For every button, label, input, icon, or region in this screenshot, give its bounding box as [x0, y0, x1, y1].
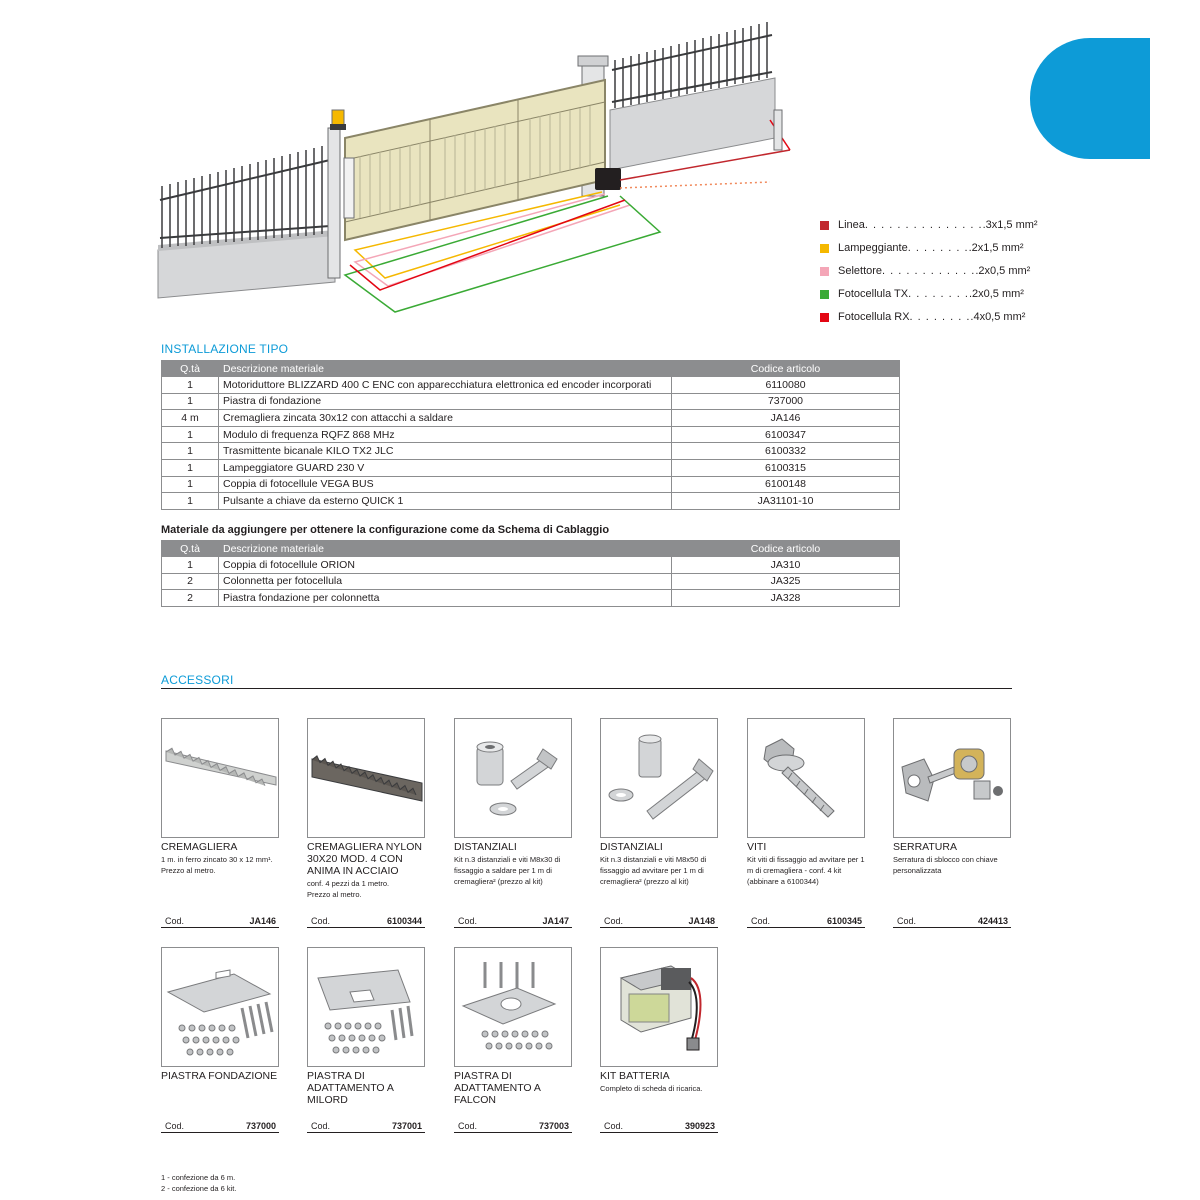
legend-swatch	[820, 267, 829, 276]
accessory-card	[307, 718, 425, 926]
cell-code: JA31101-10	[672, 493, 900, 510]
accessory-card	[454, 718, 572, 926]
legend-value: .2x0,5 mm²	[968, 288, 1024, 300]
plate-milord-image	[307, 947, 425, 1067]
legend-label: Linea	[838, 219, 865, 231]
product-code: JA146	[249, 916, 276, 926]
right-wall	[610, 78, 775, 170]
cod-label: Cod.	[165, 916, 185, 926]
cell-desc: Piastra di fondazione	[219, 393, 672, 410]
table-row	[162, 410, 900, 427]
card-title: PIASTRA FONDAZIONE	[161, 1070, 278, 1082]
cod-label: Cod.	[458, 916, 478, 926]
blue-corner-tab	[1030, 38, 1150, 159]
cell-qty: 1	[162, 557, 219, 574]
lock-image	[893, 718, 1011, 838]
cell-qty: 1	[162, 476, 219, 493]
cell-desc: Motoriduttore BLIZZARD 400 C ENC con apparecchiatura elettronica ed encoder incorporati	[219, 377, 672, 394]
card-desc: Completo di scheda di ricarica.	[600, 1084, 703, 1093]
accessories-title: ACCESSORI	[161, 673, 234, 687]
cell-qty: 1	[162, 493, 219, 510]
card-code-row	[454, 914, 572, 928]
rack-nylon-image	[307, 718, 425, 838]
cell-code: 6100315	[672, 459, 900, 476]
legend-label: Fotocellula RX	[838, 311, 910, 323]
legend-swatch	[820, 313, 829, 322]
legend-swatch	[820, 290, 829, 299]
accessory-card	[454, 947, 572, 1131]
card-title: CREMAGLIERA NYLON 30X20 MOD. 4 CON ANIMA IN ACCIAIO	[307, 841, 422, 877]
screw-image	[747, 718, 865, 838]
cod-label: Cod.	[751, 916, 771, 926]
table-row	[162, 426, 900, 443]
card-code-row	[893, 914, 1011, 928]
photocell-column	[774, 110, 782, 150]
table-row	[162, 393, 900, 410]
card-desc: Kit n.3 distanziali e viti M8x50 di fissaggio ad avvitare per 1 m di cremagliera² (prezzo al kit)	[600, 855, 707, 886]
legend-item	[820, 306, 1026, 329]
cell-code: 6100332	[672, 443, 900, 460]
legend-item	[820, 237, 1024, 260]
card-code-row	[600, 1119, 718, 1133]
plate-image	[161, 947, 279, 1067]
table-row	[162, 493, 900, 510]
legend-label: Lampeggiante	[838, 242, 908, 254]
table-row	[162, 443, 900, 460]
header-code: Codice articolo	[672, 541, 900, 557]
legend-item	[820, 214, 1038, 237]
legend-swatch	[820, 221, 829, 230]
cell-code: JA310	[672, 557, 900, 574]
header-qty: Q.tà	[162, 361, 219, 377]
legend-dots: . . . . . . . . . . . . . . .	[864, 219, 983, 231]
accessory-card	[893, 718, 1011, 926]
accessory-card	[161, 947, 279, 1131]
cell-code: JA328	[672, 590, 900, 607]
cell-desc: Piastra fondazione per colonnetta	[219, 590, 672, 607]
cod-label: Cod.	[604, 916, 624, 926]
spacer-image	[454, 718, 572, 838]
table-row	[162, 573, 900, 590]
card-code-row	[161, 914, 279, 928]
card-desc: Kit viti di fissaggio ad avvitare per 1 m di cremagliera - conf. 4 kit (abbinare a 6100344)	[747, 855, 865, 886]
card-desc: 1 m. in ferro zincato 30 x 12 mm¹. Prezzo al metro.	[161, 855, 273, 875]
cod-label: Cod.	[897, 916, 917, 926]
battery-image	[600, 947, 718, 1067]
spacer-long-image	[600, 718, 718, 838]
cell-qty: 2	[162, 590, 219, 607]
accessory-card	[161, 718, 279, 926]
cell-qty: 1	[162, 377, 219, 394]
cell-desc: Pulsante a chiave da esterno QUICK 1	[219, 493, 672, 510]
gate-installation-illustration	[150, 0, 810, 330]
card-title: DISTANZIALI	[600, 841, 663, 853]
legend-dots: . . . . . . . . . . . .	[882, 265, 976, 277]
card-desc: Kit n.3 distanziali e viti M8x30 di fissaggio a saldare per 1 m di cremagliera² (prezzo al kit)	[454, 855, 561, 886]
legend-swatch	[820, 244, 829, 253]
cell-qty: 1	[162, 393, 219, 410]
cell-code: 6100148	[672, 476, 900, 493]
product-code: 737000	[245, 1121, 276, 1131]
table-row	[162, 377, 900, 394]
card-code-row	[747, 914, 865, 928]
product-code: JA148	[688, 916, 715, 926]
legend-item	[820, 283, 1024, 306]
flashing-lamp	[332, 110, 344, 126]
cell-qty: 4 m	[162, 410, 219, 427]
card-title: SERRATURA	[893, 841, 957, 853]
legend-dots: . . . . . . . .	[907, 242, 969, 254]
card-title: CREMAGLIERA	[161, 841, 238, 853]
accessories-divider	[161, 688, 1012, 689]
accessory-card	[307, 947, 425, 1131]
product-code: 737001	[391, 1121, 422, 1131]
table-row	[162, 476, 900, 493]
accessory-card	[600, 718, 718, 926]
card-desc: Serratura di sblocco con chiave personalizzata	[893, 855, 998, 875]
cod-label: Cod.	[311, 1121, 331, 1131]
cod-label: Cod.	[604, 1121, 624, 1131]
gate-motor	[595, 168, 621, 190]
cell-desc: Coppia di fotocellule VEGA BUS	[219, 476, 672, 493]
plate-falcon-image	[454, 947, 572, 1067]
cell-qty: 1	[162, 426, 219, 443]
header-desc: Descrizione materiale	[219, 541, 672, 557]
legend-label: Selettore	[838, 265, 883, 277]
additional-title: Materiale da aggiungere per ottenere la configurazione come da Schema di Cablaggio	[161, 524, 610, 536]
legend-dots: . . . . . . . .	[908, 288, 969, 300]
table-row	[162, 557, 900, 574]
product-code: 737003	[538, 1121, 569, 1131]
header-desc: Descrizione materiale	[219, 361, 672, 377]
table-row	[162, 459, 900, 476]
cell-code: JA325	[672, 573, 900, 590]
rack-steel-image	[161, 718, 279, 838]
card-title: VITI	[747, 841, 767, 853]
card-title: KIT BATTERIA	[600, 1070, 670, 1082]
legend-value: .4x0,5 mm²	[970, 311, 1026, 323]
product-code: 390923	[684, 1121, 715, 1131]
card-title: PIASTRA DI ADATTAMENTO A FALCON	[454, 1070, 541, 1106]
card-code-row	[161, 1119, 279, 1133]
cell-desc: Modulo di frequenza RQFZ 868 MHz	[219, 426, 672, 443]
cod-label: Cod.	[165, 1121, 185, 1131]
table-header-row	[162, 541, 900, 557]
accessory-card	[747, 718, 865, 926]
cell-desc: Coppia di fotocellule ORION	[219, 557, 672, 574]
header-code: Codice articolo	[672, 361, 900, 377]
cell-code: 737000	[672, 393, 900, 410]
cell-code: 6100347	[672, 426, 900, 443]
product-code: JA147	[542, 916, 569, 926]
cod-label: Cod.	[311, 916, 331, 926]
footnotes	[161, 1172, 236, 1194]
card-title: DISTANZIALI	[454, 841, 517, 853]
wire-selector	[620, 182, 770, 188]
cell-code: 6110080	[672, 377, 900, 394]
legend-item	[820, 260, 1031, 283]
footnote: 1 - confezione da 6 m.	[161, 1173, 236, 1182]
card-code-row	[600, 914, 718, 928]
installation-table	[161, 360, 900, 510]
cell-desc: Cremagliera zincata 30x12 con attacchi a saldare	[219, 410, 672, 427]
legend-value: .2x0,5 mm²	[975, 265, 1031, 277]
cod-label: Cod.	[458, 1121, 478, 1131]
product-code: 6100345	[826, 916, 862, 926]
cell-desc: Colonnetta per fotocellula	[219, 573, 672, 590]
card-desc: conf. 4 pezzi da 1 metro. Prezzo al metro.	[307, 879, 390, 899]
cell-desc: Lampeggiatore GUARD 230 V	[219, 459, 672, 476]
left-pillar	[328, 128, 340, 278]
table-header-row	[162, 361, 900, 377]
header-qty: Q.tà	[162, 541, 219, 557]
legend-value: .3x1,5 mm²	[982, 219, 1038, 231]
legend-label: Fotocellula TX	[838, 288, 909, 300]
card-title: PIASTRA DI ADATTAMENTO A MILORD	[307, 1070, 394, 1106]
installation-title: INSTALLAZIONE TIPO	[161, 342, 289, 356]
table-row	[162, 590, 900, 607]
card-code-row	[454, 1119, 572, 1133]
wiring-legend	[820, 214, 1038, 329]
card-code-row	[307, 914, 425, 928]
additional-table	[161, 540, 900, 607]
product-code: 6100344	[386, 916, 422, 926]
cell-qty: 2	[162, 573, 219, 590]
accessory-card	[600, 947, 718, 1131]
cell-qty: 1	[162, 443, 219, 460]
cell-desc: Trasmittente bicanale KILO TX2 JLC	[219, 443, 672, 460]
footnote: 2 - confezione da 6 kit.	[161, 1184, 237, 1193]
legend-value: .2x1,5 mm²	[968, 242, 1024, 254]
product-code: 424413	[977, 916, 1008, 926]
card-code-row	[307, 1119, 425, 1133]
cell-code: JA146	[672, 410, 900, 427]
legend-dots: . . . . . . . .	[909, 311, 971, 323]
cell-qty: 1	[162, 459, 219, 476]
